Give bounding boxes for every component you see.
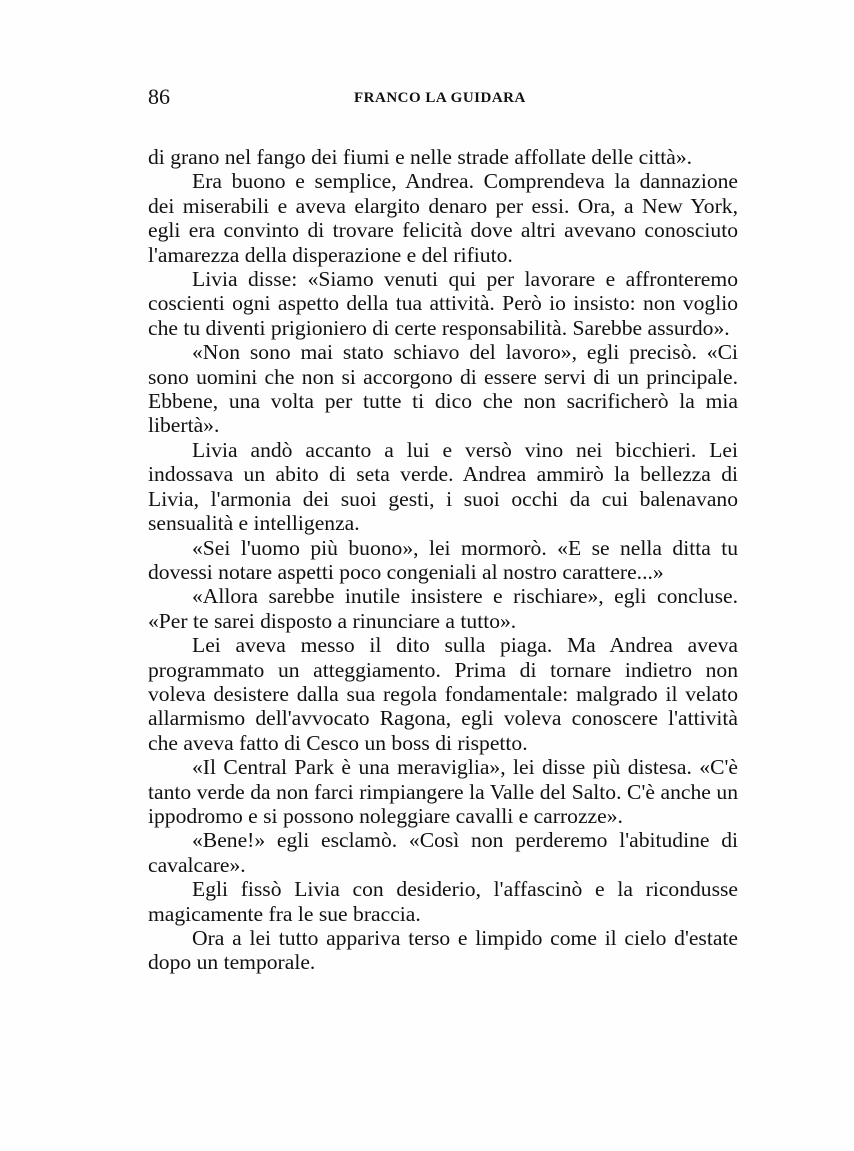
page-number: 86 xyxy=(148,84,170,109)
page-header xyxy=(148,84,738,114)
paragraph: «Il Central Park è una meraviglia», lei disse più distesa. «C'è tanto verde da non farci rimpiangere la Valle del Salto. C'è anche un ippodromo e si possono noleggiare cavalli e carrozze». xyxy=(148,755,738,828)
paragraph: «Non sono mai stato schiavo del lavoro», egli precisò. «Ci sono uomini che non si accorgono di essere servi di un principale. Ebbene, una volta per tutte ti dico che non sacrificherò la mia libertà». xyxy=(148,340,738,438)
paragraph: «Sei l'uomo più buono», lei mormorò. «E se nella ditta tu dovessi notare aspetti poco congeniali al nostro carattere...» xyxy=(148,535,738,584)
paragraph: Ora a lei tutto appariva terso e limpido come il cielo d'estate dopo un temporale. xyxy=(148,926,738,975)
paragraph: Livia disse: «Siamo venuti qui per lavorare e affronteremo coscienti ogni aspetto della tua attività. Però io insisto: non voglio che tu diventi prigioniero di certe responsabilità. Sarebbe assurdo». xyxy=(148,267,738,340)
paragraph: Livia andò accanto a lui e versò vino nei bicchieri. Lei indossava un abito di seta verde. Andrea ammirò la bellezza di Livia, l'armonia dei suoi gesti, i suoi occhi da cui balenavano sensualità e intelligenza. xyxy=(148,437,738,536)
paragraph: «Allora sarebbe inutile insistere e rischiare», egli concluse. «Per te sarei disposto a rinunciare a tutto». xyxy=(148,584,738,633)
paragraph: di grano nel fango dei fiumi e nelle strade affollate delle città». xyxy=(148,145,693,169)
body-text xyxy=(148,145,738,975)
paragraph: Egli fissò Livia con desiderio, l'affascinò e la ricondusse magicamente fra le sue braccia. xyxy=(148,877,738,926)
paragraph: Era buono e semplice, Andrea. Comprendeva la dannazione dei miserabili e aveva elargito denaro per essi. Ora, a New York, egli era convinto di trovare felicità dove altri avevano conosciuto l'amarezza della disperazione e del rifiuto. xyxy=(148,169,738,267)
paragraph: «Bene!» egli esclamò. «Così non perderemo l'abitudine di cavalcare». xyxy=(148,828,738,877)
running-head: FRANCO LA GUIDARA xyxy=(354,90,526,106)
paragraph: Lei aveva messo il dito sulla piaga. Ma Andrea aveva programmato un atteggiamento. Prima di tornare indietro non voleva desistere dalla sua regola fondamentale: malgrado il velato allarmismo dell'avvocato Ragona, egli voleva conoscere l'attività che aveva fatto di Cesco un boss di rispetto. xyxy=(148,633,738,755)
